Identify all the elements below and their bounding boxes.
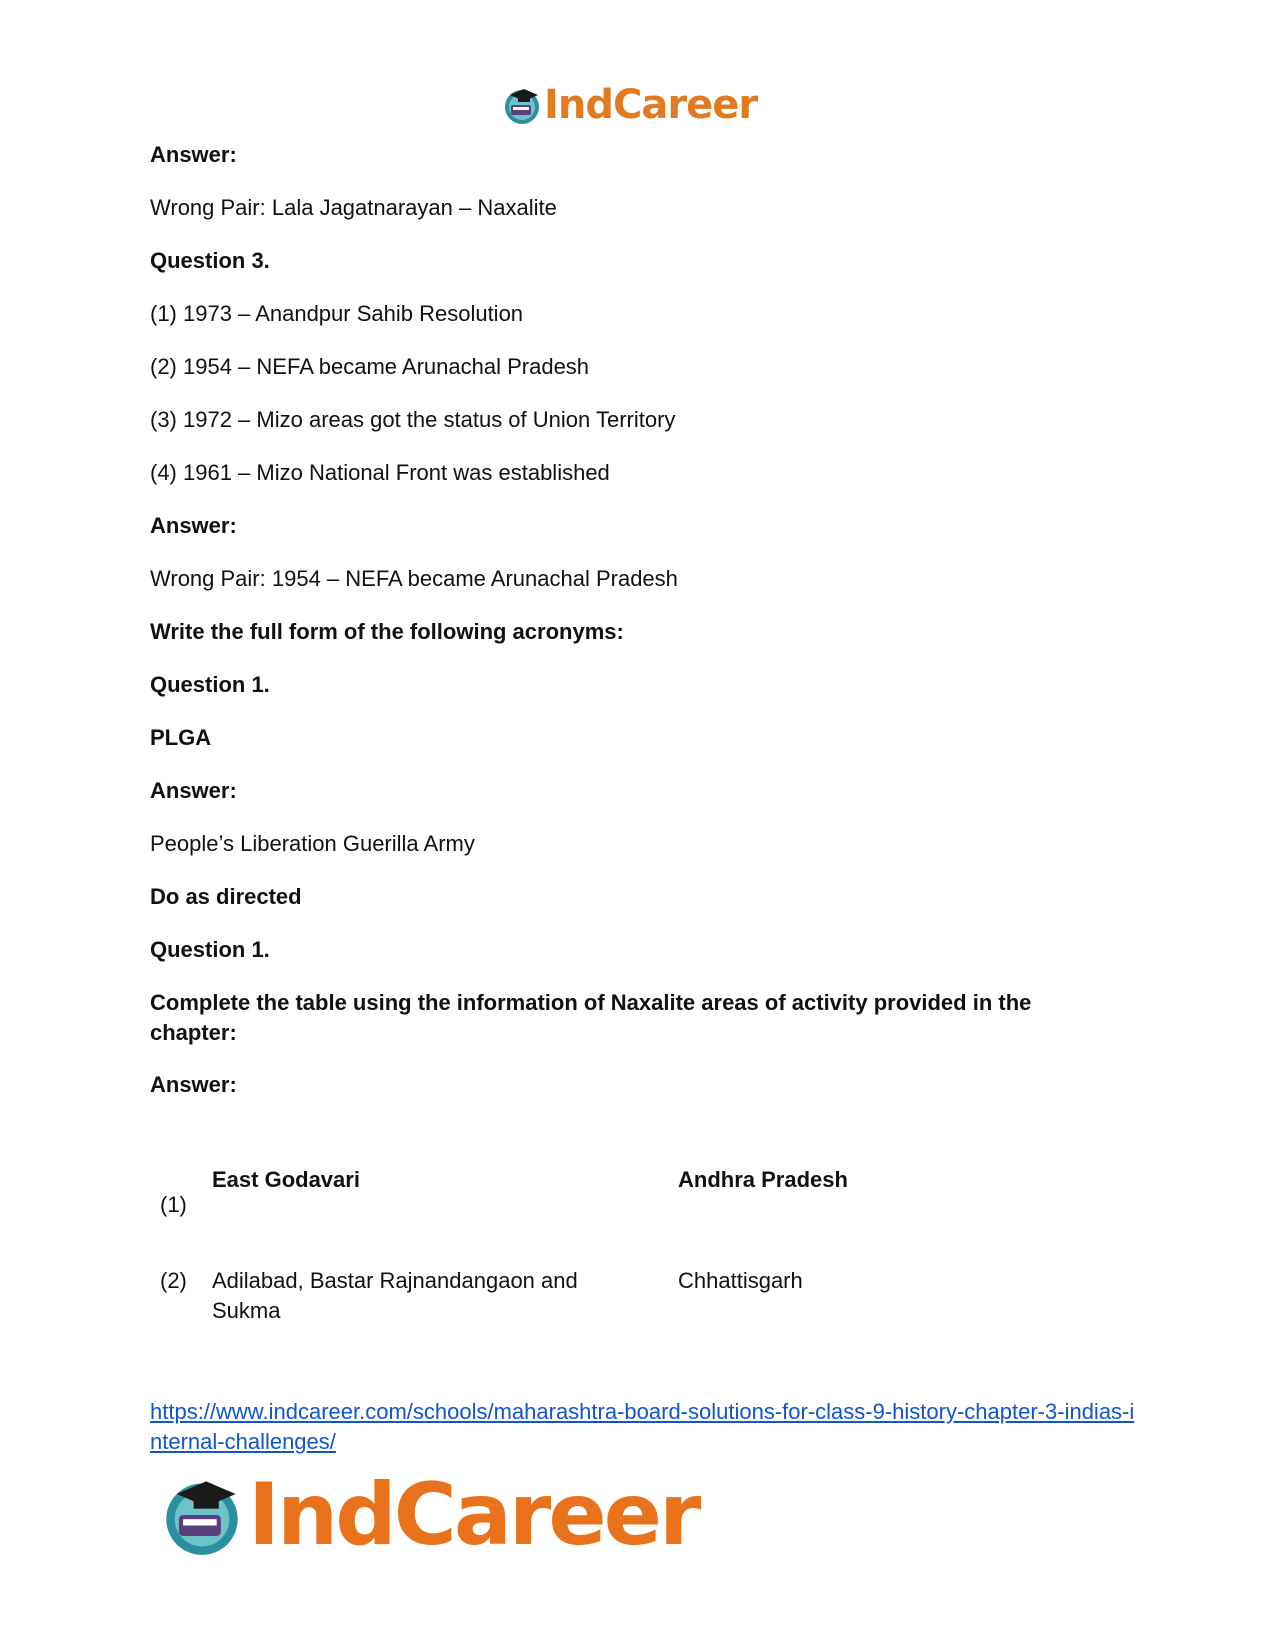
table-cell-state: Chhattisgarh — [678, 1268, 803, 1293]
answer-text: Wrong Pair: Lala Jagatnarayan – Naxalite — [150, 195, 557, 220]
table-cell-state: Andhra Pradesh — [678, 1167, 848, 1192]
brand-wordmark: IndCareer — [544, 82, 758, 128]
header-logo — [502, 78, 782, 132]
table-row-number: (1) — [160, 1192, 187, 1217]
answer-label: Answer: — [150, 1072, 237, 1097]
list-item: (3) 1972 – Mizo areas got the status of Union Territory — [150, 407, 676, 432]
table-cell-area: Adilabad, Bastar Rajnandangaon and Sukma — [212, 1268, 578, 1323]
question-instruction: Complete the table using the information of Naxalite areas of activity provided in the chapter: — [150, 990, 1032, 1045]
list-item: (1) 1973 – Anandpur Sahib Resolution — [150, 301, 524, 326]
answer-label: Answer: — [150, 778, 237, 803]
graduation-globe-icon — [502, 85, 542, 125]
question-heading: Question 1. — [150, 672, 270, 697]
brand-wordmark: IndCareer — [248, 1465, 699, 1565]
list-item: (2) 1954 – NEFA became Arunachal Pradesh — [150, 354, 590, 379]
answer-text: People’s Liberation Guerilla Army — [150, 831, 475, 856]
question-heading: Question 3. — [150, 248, 270, 273]
graduation-globe-icon — [160, 1473, 244, 1557]
source-url-link[interactable]: https://www.indcareer.com/schools/maharashtra-board-solutions-for-class-9-history-chapter-3-indias-internal-challenges/ — [150, 1399, 1135, 1454]
answer-label: Answer: — [150, 513, 237, 538]
table-row-number: (2) — [160, 1268, 187, 1293]
question-heading: Question 1. — [150, 937, 270, 962]
list-item: (4) 1961 – Mizo National Front was established — [150, 460, 610, 485]
answer-label: Answer: — [150, 142, 237, 167]
footer-logo — [160, 1465, 720, 1565]
acronym-term: PLGA — [150, 725, 212, 750]
section-heading: Do as directed — [150, 884, 302, 909]
section-heading: Write the full form of the following acronyms: — [150, 619, 624, 644]
answer-text: Wrong Pair: 1954 – NEFA became Arunachal Pradesh — [150, 566, 678, 591]
table-cell-area: East Godavari — [212, 1167, 360, 1192]
